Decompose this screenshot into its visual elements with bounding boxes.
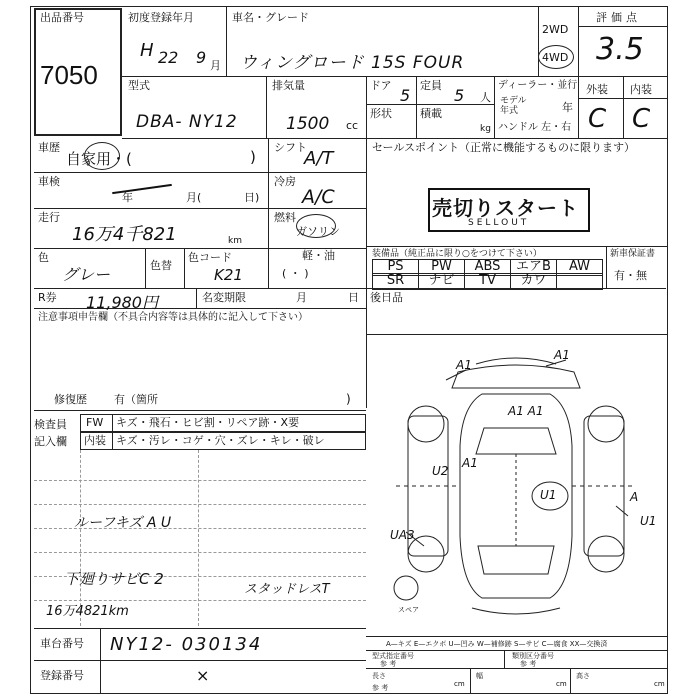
header-divider-1 <box>122 76 668 77</box>
rating-label: 評価点 <box>596 11 641 24</box>
repair-history-value: 有（箇所 <box>114 393 158 406</box>
notes-dash-4 <box>34 552 366 553</box>
equipment-cell: PW <box>418 259 465 276</box>
height-unit: cm <box>654 680 665 688</box>
equipment-cell: カワ <box>510 273 557 290</box>
first-reg-era: H <box>140 40 154 61</box>
drive-2wd: 2WD <box>542 23 569 36</box>
displacement-label: 排気量 <box>272 79 305 92</box>
diagram-mark-9: U1 <box>640 514 657 528</box>
lot-number: 7050 <box>40 60 98 90</box>
diagram-mark-8: A <box>630 490 639 504</box>
caution-label: 注意事項申告欄（不具合内容等は具体的に記入して下さい） <box>38 312 308 323</box>
load-label: 積載 <box>420 107 442 120</box>
repair-history-label: 修復歴 <box>54 393 87 406</box>
fuel-paren: ( ・ ) <box>282 267 309 280</box>
first-reg-year: 22 <box>158 48 179 67</box>
model-value: DBA- NY12 <box>136 112 238 132</box>
shift-value: A/T <box>304 148 334 169</box>
first-reg-month-unit: 月 <box>210 59 221 72</box>
history-close: ) <box>250 148 256 166</box>
interior-row-label: 内装 <box>84 434 106 447</box>
interior-value: C <box>632 104 651 134</box>
legend-vline-1 <box>504 650 505 668</box>
color-value: グレー <box>62 265 111 284</box>
diagram-mark-6: A1 <box>462 456 478 470</box>
doors-value: 5 <box>400 86 411 105</box>
inspection-month-unit: 月( <box>186 191 202 204</box>
interior-items: キズ・汚レ・コゲ・穴・ズレ・キレ・破レ <box>116 434 325 447</box>
color-change-label: 色替 <box>150 259 172 272</box>
handle-label: ハンドル 左・右 <box>498 122 572 133</box>
history-label: 車歴 <box>38 141 60 154</box>
chassis-value: NY12- 030134 <box>110 634 263 655</box>
diagram-mark-7: UA3 <box>390 528 415 542</box>
ext-int-vline <box>623 76 624 138</box>
equipment-cell <box>556 273 603 290</box>
capacity-unit: 人 <box>480 91 491 104</box>
interior-label: 内装 <box>630 83 652 96</box>
color-code-label: 色コード <box>188 251 232 264</box>
mileage-unit: km <box>228 236 242 246</box>
row2-vline-1 <box>266 76 267 138</box>
shape-label: 形状 <box>370 107 392 120</box>
capacity-value: 5 <box>454 86 465 105</box>
details-vline <box>268 138 269 288</box>
mileage-value: 16万4千821 <box>72 224 177 245</box>
equipment-top-line <box>366 246 668 247</box>
chassis-label: 車台番号 <box>40 637 84 650</box>
diagram-wheel-rr <box>588 536 624 572</box>
handwritten-note-3: 16万4821km <box>46 604 129 619</box>
name-change-day: 日 <box>348 291 359 304</box>
sales-point-label: セールスポイント（正常に機能するものに限ります） <box>372 141 636 154</box>
notes-dash-1 <box>34 480 366 481</box>
legend-codes: A—キズ E—エクボ U—凹み W—補修跡 S—サビ C—腐食 XX—交換済 <box>386 640 608 648</box>
rating-divider <box>578 26 668 27</box>
row2-vline-2 <box>366 76 367 138</box>
category-label: 類別区分番号 <box>512 652 554 660</box>
equipment-cell: AW <box>556 259 603 276</box>
entry-label: 記入欄 <box>34 435 67 448</box>
inspection-year-unit: 年 <box>122 191 133 204</box>
fw-items: キズ・飛石・ヒビ割・リペア跡・X要 <box>116 416 300 429</box>
fuel-label: 燃料 <box>274 211 296 224</box>
legend-line-2 <box>366 650 668 651</box>
details-hline-1 <box>34 172 366 173</box>
dealer-label: ディーラー・並行 <box>498 80 578 91</box>
inspection-label: 車検 <box>38 175 60 188</box>
model-specified-note: 参 考 <box>380 660 397 668</box>
equipment-cell: ナビ <box>418 273 465 290</box>
color-label: 色 <box>38 251 49 264</box>
diagram-wheel-fl <box>408 406 444 442</box>
inspection-day-unit: 日) <box>244 191 260 204</box>
footer-mid-line <box>34 660 366 661</box>
diagram-wheel-fr <box>588 406 624 442</box>
history-value: 自家用・( <box>66 150 132 168</box>
model-year-label: モデル年式 <box>500 96 527 116</box>
diagram-mark-5: U1 <box>540 488 557 502</box>
warranty-label: 新車保証書 <box>610 249 656 259</box>
diagram-windshield <box>476 428 556 454</box>
details-hline-5 <box>34 308 366 309</box>
category-note: 参 考 <box>520 660 537 668</box>
fuel-gasoline-circle <box>296 214 336 238</box>
name-change-label: 名変期限 <box>202 291 246 304</box>
registration-value: × <box>196 666 210 685</box>
car-damage-diagram <box>366 336 666 636</box>
drive-4wd: 4WD <box>542 51 569 64</box>
length-label: 長さ <box>372 672 386 680</box>
equipment-cell: エアB <box>510 259 557 276</box>
diagram-rear-bumper <box>472 608 560 614</box>
height-label: 高さ <box>576 672 590 680</box>
legend-line-3 <box>366 668 668 669</box>
fuel-light-oil: 軽・油 <box>302 249 335 262</box>
shift-label: シフト <box>274 141 307 154</box>
name-change-month: 月 <box>296 291 307 304</box>
handwritten-note-1: ルーフキズ A U <box>74 515 172 531</box>
legend-vline-3 <box>570 668 571 694</box>
fuel-gasoline: ガソリン <box>296 225 340 238</box>
footer-vline <box>100 628 101 694</box>
displacement-value: 1500 <box>286 114 330 134</box>
aircon-label: 冷房 <box>274 175 296 188</box>
first-reg-month: 9 <box>196 48 207 67</box>
diagram-rear-window <box>478 546 554 574</box>
diagram-spare-tire <box>394 576 418 600</box>
diagram-mark-1: A1 <box>456 358 472 372</box>
stamp-text: 売切りスタート <box>432 196 579 220</box>
model-year-unit: 年 <box>562 101 573 114</box>
equipment-cell: ABS <box>464 259 511 276</box>
handwritten-note-4: スタッドレスT <box>244 582 330 597</box>
details-hline-2 <box>34 208 366 209</box>
equipment-cell: TV <box>464 273 511 290</box>
legend-vline-2 <box>470 668 471 694</box>
stamp-subtext: SELLOUT <box>468 218 530 228</box>
inspector-label: 検査員 <box>34 418 67 431</box>
recycle-label: R券 <box>38 291 57 304</box>
exterior-value: C <box>588 104 607 134</box>
row2-hline <box>366 104 494 105</box>
header-vline-1 <box>226 6 227 76</box>
sellout-stamp <box>428 188 590 232</box>
color-vline-2 <box>184 248 185 288</box>
registration-label: 登録番号 <box>40 669 84 682</box>
legend-top-line <box>366 636 668 637</box>
recycle-value: 11,980円 <box>86 293 158 312</box>
warranty-vline <box>606 246 607 288</box>
repair-bottom-line <box>34 410 366 411</box>
diagram-mark-3: A1 A1 <box>508 404 544 418</box>
car-name-label: 車名・グレード <box>232 11 309 24</box>
repair-close: ) <box>346 392 351 406</box>
equipment-cell: SR <box>372 273 419 290</box>
header-vline-2 <box>538 6 539 76</box>
notes-dash-2 <box>34 504 366 505</box>
color-vline-1 <box>145 248 146 288</box>
doors-label: ドア <box>370 79 392 92</box>
lot-label: 出品番号 <box>40 11 84 24</box>
color-code-value: K21 <box>214 266 243 284</box>
warranty-options: 有・無 <box>614 269 647 282</box>
rating-value: 3.5 <box>596 32 644 67</box>
length-unit: cm <box>454 680 465 688</box>
header-divider-2 <box>122 138 668 139</box>
capacity-label: 定員 <box>420 79 442 92</box>
rear-seat-label: 後日品 <box>370 291 403 304</box>
exterior-label: 外装 <box>586 83 608 96</box>
diagram-front-bumper <box>476 358 556 364</box>
load-unit: kg <box>480 124 491 134</box>
width-label: 幅 <box>476 672 483 680</box>
row2-vline-4 <box>494 76 495 138</box>
fw-vline <box>112 414 113 450</box>
aircon-value: A/C <box>302 186 335 208</box>
footer-top-line <box>34 628 366 629</box>
diagram-mark-4: U2 <box>432 464 449 478</box>
first-reg-label: 初度登録年月 <box>128 11 194 24</box>
model-specified-label: 型式指定番号 <box>372 652 414 660</box>
length-note: 参 考 <box>372 684 389 692</box>
model-label: 型式 <box>128 79 150 92</box>
spare-label: スペア <box>398 606 419 614</box>
diagram-mark-2: A1 <box>554 348 570 362</box>
car-name-value: ウィングロード 15S FOUR <box>240 53 465 73</box>
width-unit: cm <box>556 680 567 688</box>
displacement-unit: cc <box>346 119 359 132</box>
history-circle <box>84 142 120 170</box>
drive-4wd-circle <box>538 45 574 69</box>
mileage-label: 走行 <box>38 211 60 224</box>
rear-section-line <box>366 334 668 335</box>
recycle-vline <box>196 288 197 308</box>
handwritten-note-2: 下廻りサビC 2 <box>64 570 164 588</box>
equipment-cell: PS <box>372 259 419 276</box>
row2-vline-3 <box>416 76 417 138</box>
fw-label: FW <box>86 416 104 429</box>
equipment-title: 装備品（純正品に限り○をつけて下さい） <box>372 249 542 259</box>
